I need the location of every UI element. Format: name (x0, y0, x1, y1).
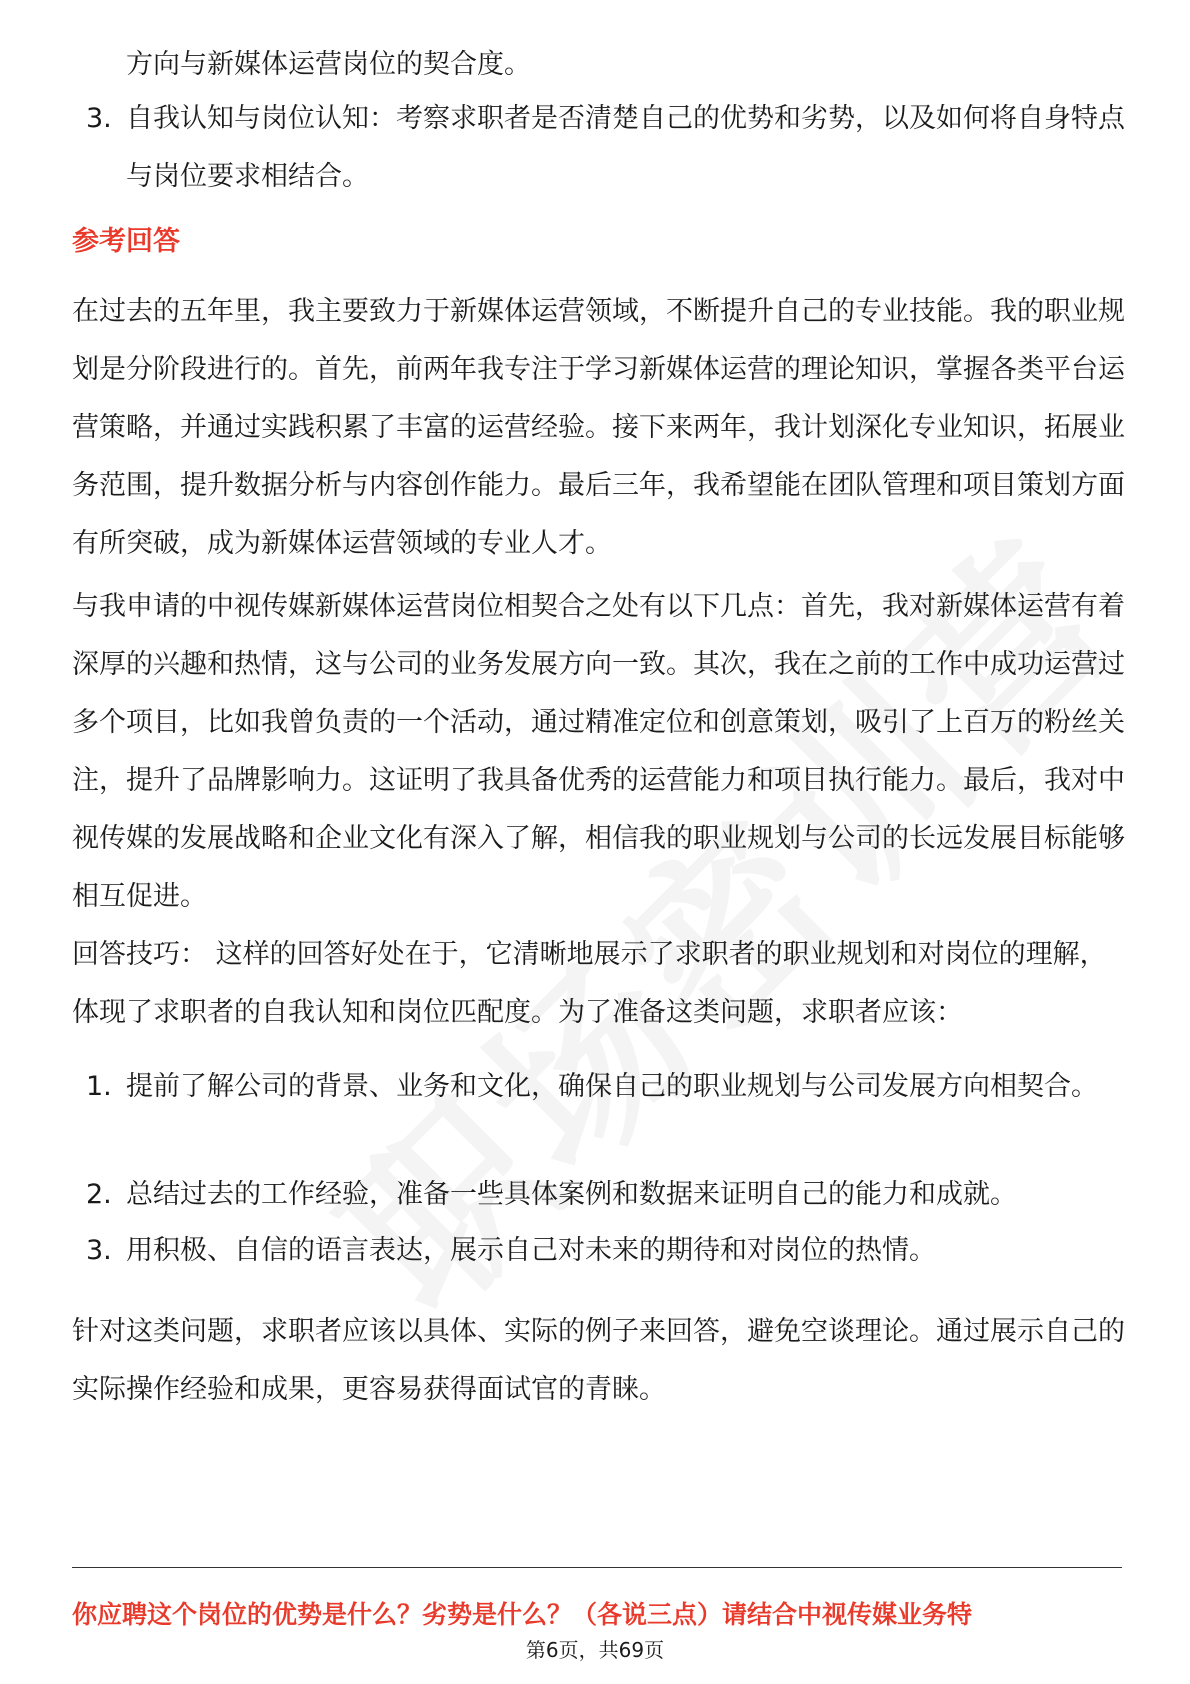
list-item-text: 总结过去的工作经验，准备一些具体案例和数据来证明自己的能力和成就。 (126, 1179, 1017, 1210)
tips-list-item-2 (72, 1166, 1132, 1224)
list-number: 3. (86, 103, 112, 134)
reference-answer-heading: 参考回答 (72, 226, 180, 257)
footer-divider (72, 1567, 1122, 1568)
page-number: 第6页，共69页 (525, 1638, 665, 1662)
list-item-text: 用积极、自信的语言表达，展示自己对未来的期待和对岗位的热情。 (126, 1235, 936, 1266)
list-item-continuation: 方向与新媒体运营岗位的契合度。 (126, 49, 531, 80)
tips-list-item-3 (72, 1222, 1132, 1280)
next-question-title: 你应聘这个岗位的优势是什么？劣势是什么？（各说三点）请结合中视传媒业务特 (72, 1600, 973, 1629)
list-number: 3. (86, 1235, 112, 1266)
list-number: 1. (86, 1071, 112, 1102)
tips-list-item-1 (72, 1058, 1132, 1116)
list-item-text: 自我认知与岗位认知：考察求职者是否清楚自己的优势和劣势，以及如何将自身特点与岗位要求相结合。 (126, 103, 1125, 192)
answer-tips-paragraph: 回答技巧： 这样的回答好处在于，它清晰地展示了求职者的职业规划和对岗位的理解，体现了求职者的自我认知和岗位匹配度。为了准备这类问题，求职者应该： (72, 939, 1107, 1028)
list-number: 2. (86, 1179, 112, 1210)
answer-paragraph-2: 与我申请的中视传媒新媒体运营岗位相契合之处有以下几点：首先，我对新媒体运营有着深厚的兴趣和热情，这与公司的业务发展方向一致。其次，我在之前的工作中成功运营过多个项目，比如我曾负责的一个活动，通过精准定位和创意策划，吸引了上百万的粉丝关注，提升了品牌影响力。这证明了我具备优秀的运营能力和项目执行能力。最后，我对中视传媒的发展战略和企业文化有深入了解，相信我的职业规划与公司的长远发展目标能够相互促进。 (72, 591, 1125, 912)
closing-paragraph: 针对这类问题，求职者应该以具体、实际的例子来回答，避免空谈理论。通过展示自己的实际操作经验和成果，更容易获得面试官的青睐。 (72, 1316, 1125, 1405)
answer-paragraph-1: 在过去的五年里，我主要致力于新媒体运营领域，不断提升自己的专业技能。我的职业规划是分阶段进行的。首先，前两年我专注于学习新媒体运营的理论知识，掌握各类平台运营策略，并通过实践积累了丰富的运营经验。接下来两年，我计划深化专业知识，拓展业务范围，提升数据分析与内容创作能力。最后三年，我希望能在团队管理和项目策划方面有所突破，成为新媒体运营领域的专业人才。 (72, 296, 1125, 559)
list-item-3 (72, 90, 1132, 206)
list-item-text: 提前了解公司的背景、业务和文化，确保自己的职业规划与公司发展方向相契合。 (126, 1071, 1098, 1102)
